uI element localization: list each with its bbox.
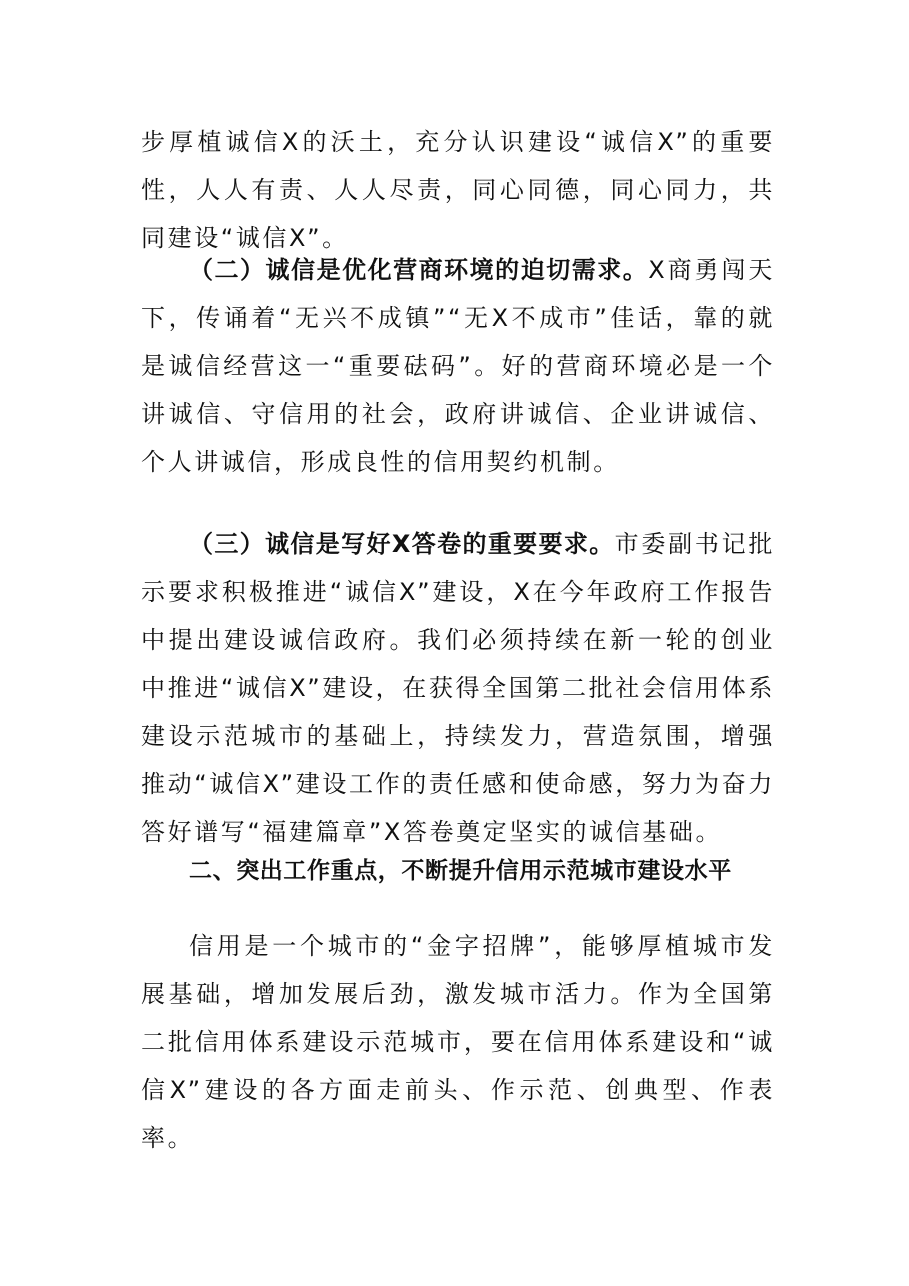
paragraph-lead: （二）诚信是优化营商环境的迫切需求。 bbox=[189, 256, 649, 284]
paragraph-business-environment bbox=[141, 246, 775, 486]
paragraph-credit-city bbox=[141, 922, 775, 1162]
paragraph-text: X商勇闯天下，传诵着“无兴不成镇”“无X不成市”佳话，靠的就是诚信经营这一“重要砝码”。好的营商环境必是一个讲诚信、守信用的社会，政府讲诚信、企业讲诚信、个人讲诚信，形成良性的信用契约机制。 bbox=[141, 256, 775, 476]
paragraph-continuation bbox=[141, 118, 775, 262]
paragraph-text: 市委副书记批示要求积极推进“诚信X”建设，X在今年政府工作报告中提出建设诚信政府。我们必须持续在新一轮的创业中推进“诚信X”建设，在获得全国第二批社会信用体系建设示范城市的基础上，持续发力，营造氛围，增强推动“诚信X”建设工作的责任感和使命感，努力为奋力答好谱写“福建篇章”X答卷奠定坚实的诚信基础。 bbox=[141, 530, 776, 846]
paragraph-text: 步厚植诚信X的沃土，充分认识建设“诚信X”的重要性，人人有责、人人尽责，同心同德，同心同力，共同建设“诚信X”。 bbox=[141, 128, 775, 252]
paragraph-answer-sheet bbox=[141, 520, 775, 856]
paragraph-text: 信用是一个城市的“金字招牌”，能够厚植城市发展基础，增加发展后劲，激发城市活力。作为全国第二批信用体系建设示范城市，要在信用体系建设和“诚信X”建设的各方面走前头、作示范、创典型、作表率。 bbox=[141, 932, 775, 1152]
paragraph-lead: （三）诚信是写好X答卷的重要要求。 bbox=[189, 530, 615, 558]
section-heading: 二、突出工作重点，不断提升信用示范城市建设水平 bbox=[189, 858, 732, 884]
